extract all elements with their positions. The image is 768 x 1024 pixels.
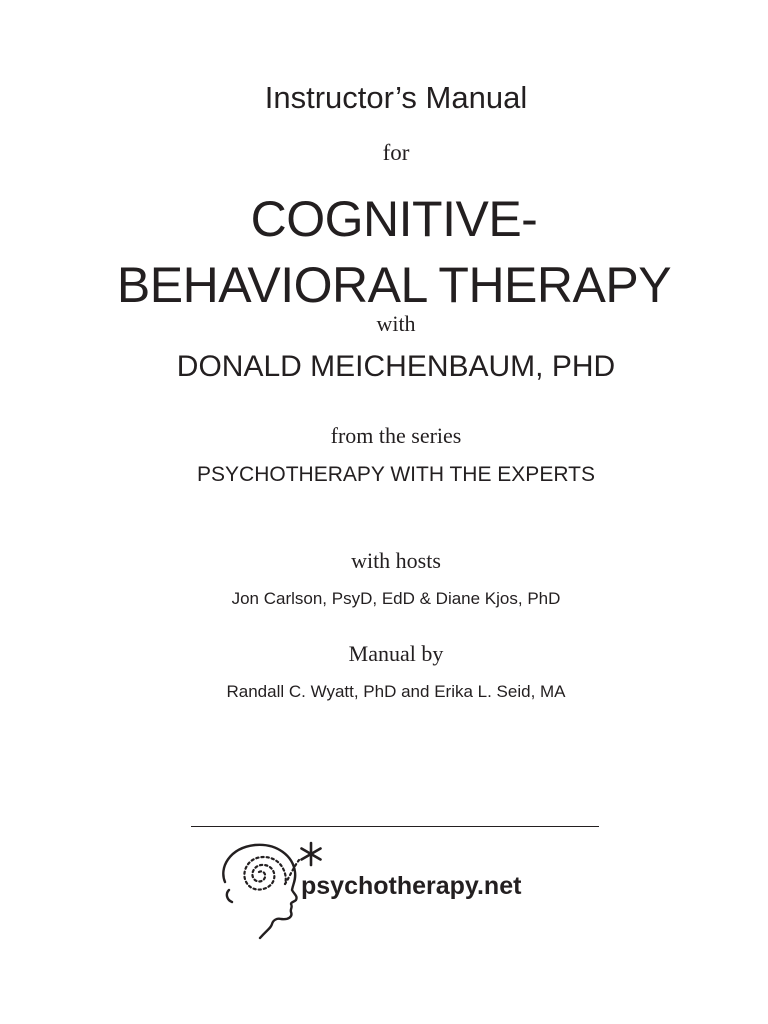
manual-by: Manual by [348, 641, 444, 666]
title-line-2: BEHAVIORAL THERAPY [116, 257, 672, 313]
manual-heading: Instructor’s Manual [264, 80, 528, 115]
publisher-logo [215, 838, 555, 948]
for-text: for [382, 140, 410, 165]
publisher-name: psychotherapy.net [301, 872, 522, 900]
authors: Randall C. Wyatt, PhD and Erika L. Seid, MA [226, 682, 566, 701]
hosts-names: Jon Carlson, PsyD, EdD & Diane Kjos, PhD [231, 589, 561, 608]
with-text: with [376, 311, 416, 336]
hosts-intro: with hosts [351, 548, 441, 573]
title-line-1: COGNITIVE- [250, 191, 538, 247]
divider [191, 826, 599, 827]
series-name: PSYCHOTHERAPY WITH THE EXPERTS [197, 463, 595, 486]
expert-name: DONALD MEICHENBAUM, PHD [176, 350, 616, 383]
series-intro: from the series [330, 423, 462, 448]
